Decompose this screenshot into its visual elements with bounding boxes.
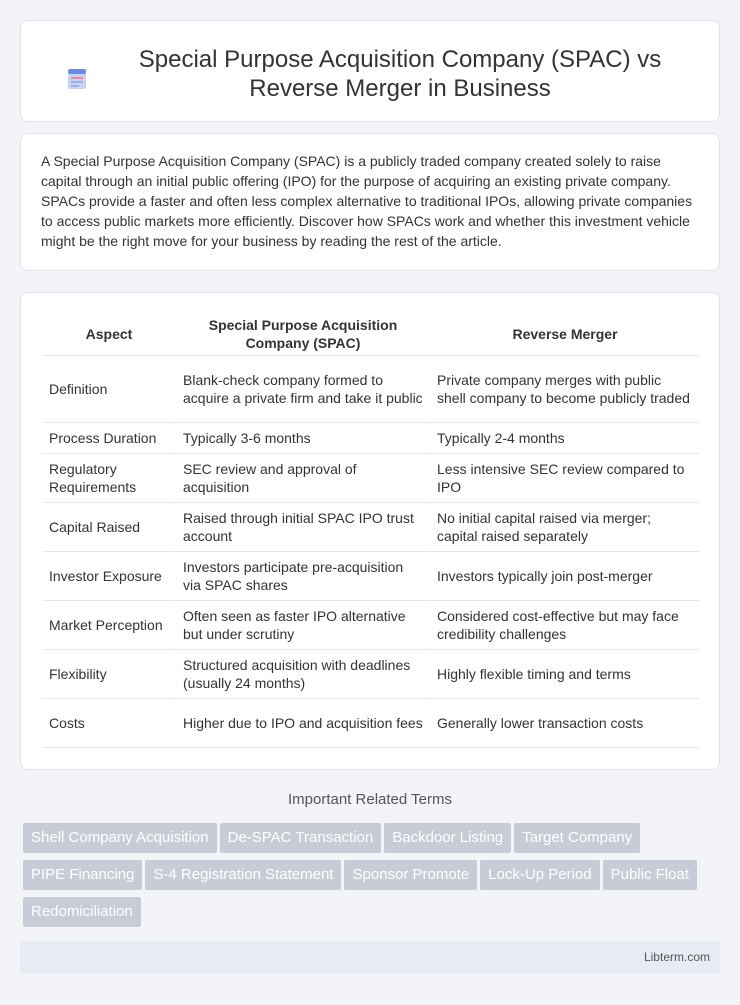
row-reverse-merger-value: Less intensive SEC review compared to IPO [429,454,699,503]
header-reverse-merger: Reverse Merger [429,313,699,356]
row-reverse-merger-value: Investors typically join post-merger [429,552,699,601]
table-row [43,650,699,699]
row-spac-value: SEC review and approval of acquisition [175,454,429,503]
row-spac-value: Raised through initial SPAC IPO trust account [175,503,429,552]
table-row [43,503,699,552]
row-spac-value: Typically 3-6 months [175,423,429,454]
intro-text: A Special Purpose Acquisition Company (SPAC) is a publicly traded company created solely to raise capital through an initial public offering (IPO) for the purpose of acquiring an existing private company. SPACs provide a faster and often less complex alternative to traditional IPOs, allowing private companies to access public markets more efficiently. Discover how SPACs work and whether this investment vehicle might be the right move for your business by reading the rest of the article. [41,153,693,249]
footer [20,941,720,974]
row-reverse-merger-value: Private company merges with public shell company to become publicly traded [429,356,699,423]
row-reverse-merger-value: Typically 2-4 months [429,423,699,454]
row-spac-value: Structured acquisition with deadlines (usually 24 months) [175,650,429,699]
related-term-tag[interactable]: Sponsor Promote [344,860,477,890]
row-aspect: Process Duration [43,423,175,454]
related-term-tag[interactable]: S-4 Registration Statement [145,860,341,890]
page-title: Special Purpose Acquisition Company (SPAC) vs Reverse Merger in Business [138,46,662,102]
row-aspect: Market Perception [43,601,175,650]
table-row [43,423,699,454]
related-term-tag[interactable]: PIPE Financing [23,860,142,890]
related-term-tag[interactable]: De-SPAC Transaction [220,823,382,853]
related-term-tag[interactable]: Lock-Up Period [480,860,599,890]
row-aspect: Definition [43,356,175,423]
row-spac-value: Higher due to IPO and acquisition fees [175,699,429,748]
row-spac-value: Often seen as faster IPO alternative but under scrutiny [175,601,429,650]
table-row [43,601,699,650]
row-aspect: Capital Raised [43,503,175,552]
row-aspect: Flexibility [43,650,175,699]
footer-brand-link[interactable]: Libterm.com [643,950,710,964]
table-row [43,699,699,748]
related-terms-tags [23,823,723,934]
row-spac-value: Investors participate pre-acquisition via SPAC shares [175,552,429,601]
related-term-tag[interactable]: Backdoor Listing [384,823,511,853]
row-reverse-merger-value: Highly flexible timing and terms [429,650,699,699]
header-aspect: Aspect [43,313,175,356]
related-term-tag[interactable]: Redomiciliation [23,897,141,927]
related-term-tag[interactable]: Shell Company Acquisition [23,823,217,853]
header-spac: Special Purpose Acquisition Company (SPAC) [175,313,429,356]
intro-card [20,133,720,271]
row-reverse-merger-value: Generally lower transaction costs [429,699,699,748]
table-header-row [43,313,699,356]
related-term-tag[interactable]: Public Float [603,860,697,890]
header-card [20,20,720,122]
related-term-tag[interactable]: Target Company [514,823,640,853]
table-row [43,454,699,503]
row-reverse-merger-value: No initial capital raised via merger; capital raised separately [429,503,699,552]
row-aspect: Regulatory Requirements [43,454,175,503]
table-row [43,552,699,601]
comparison-table-card [20,292,720,770]
comparison-table [43,313,699,748]
row-aspect: Costs [43,699,175,748]
row-aspect: Investor Exposure [43,552,175,601]
row-spac-value: Blank-check company formed to acquire a private firm and take it public [175,356,429,423]
document-icon [65,67,89,91]
related-terms-title: Important Related Terms [288,791,452,808]
row-reverse-merger-value: Considered cost-effective but may face credibility challenges [429,601,699,650]
table-row [43,356,699,423]
